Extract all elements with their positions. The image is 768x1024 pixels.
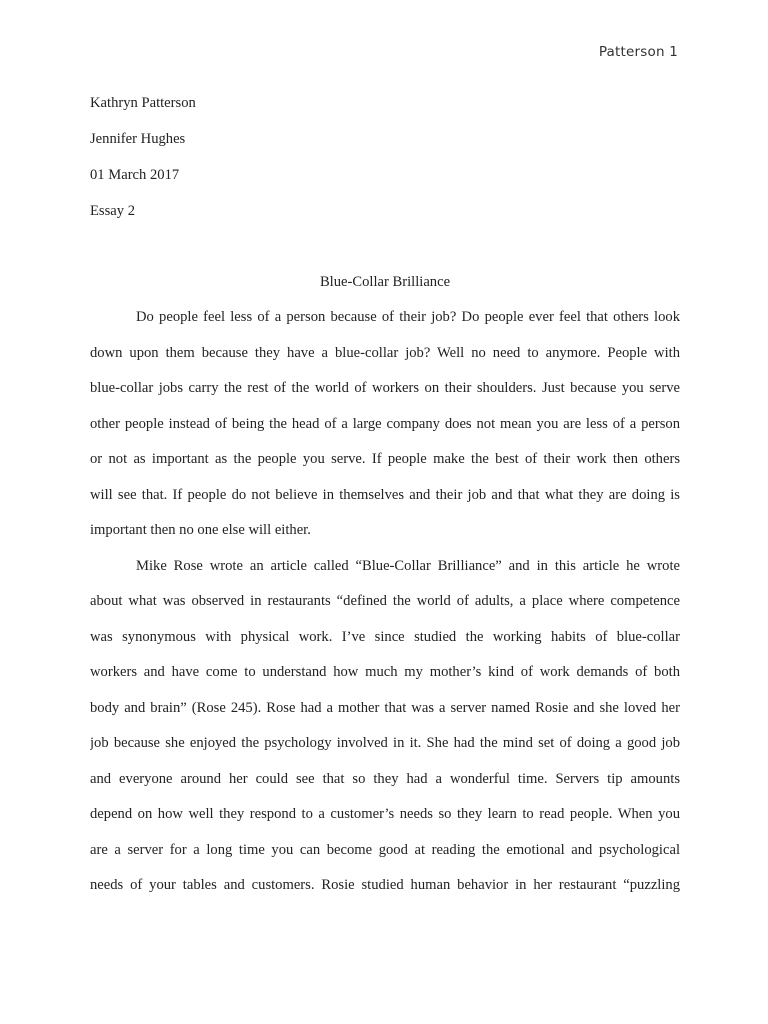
body-line: needs of your tables and customers. Rosie studied human behavior in her restaurant “puzzling (90, 877, 680, 893)
body-line: or not as important as the people you serve. If people make the best of their work then others (90, 451, 680, 467)
body-line: Mike Rose wrote an article called “Blue-Collar Brilliance” and in this article he wrote (136, 557, 680, 574)
body-line: about what was observed in restaurants “defined the world of adults, a place where competence (90, 593, 680, 609)
body-line: blue-collar jobs carry the rest of the world of workers on their shoulders. Just because you serve (90, 380, 680, 396)
instructor-name: Jennifer Hughes (90, 131, 186, 147)
course-label: Essay 2 (90, 203, 135, 219)
body-line: depend on how well they respond to a customer’s needs so they learn to read people. When you (90, 806, 680, 822)
mla-heading (90, 92, 680, 236)
body-line: was synonymous with physical work. I’ve since studied the working habits of blue-collar (90, 628, 680, 645)
essay-date: 01 March 2017 (90, 167, 180, 183)
essay-body (90, 306, 680, 910)
running-head: Patterson 1 (598, 44, 678, 60)
essay-title: Blue-Collar Brilliance (319, 274, 451, 290)
body-line: body and brain” (Rose 245). Rose had a mother that was a server named Rosie and she loved her (90, 699, 680, 716)
body-line: down upon them because they have a blue-collar job? Well no need to anymore. People with (90, 344, 680, 361)
author-name: Kathryn Patterson (90, 95, 196, 111)
body-line: important then no one else will either. (90, 522, 311, 538)
body-line: other people instead of being the head of a large company does not mean you are less of a person (90, 415, 680, 432)
body-line: and everyone around her could see that so they had a wonderful time. Servers tip amounts (90, 770, 680, 787)
body-line: workers and have come to understand how much my mother’s kind of work demands of both (90, 664, 680, 680)
body-line: job because she enjoyed the psychology involved in it. She had the mind set of doing a good job (90, 735, 680, 751)
body-line: Do people feel less of a person because of their job? Do people ever feel that others look (136, 309, 680, 325)
body-line: will see that. If people do not believe in themselves and their job and that what they are doing is (90, 486, 680, 503)
body-line: are a server for a long time you can become good at reading the emotional and psychological (90, 841, 680, 858)
